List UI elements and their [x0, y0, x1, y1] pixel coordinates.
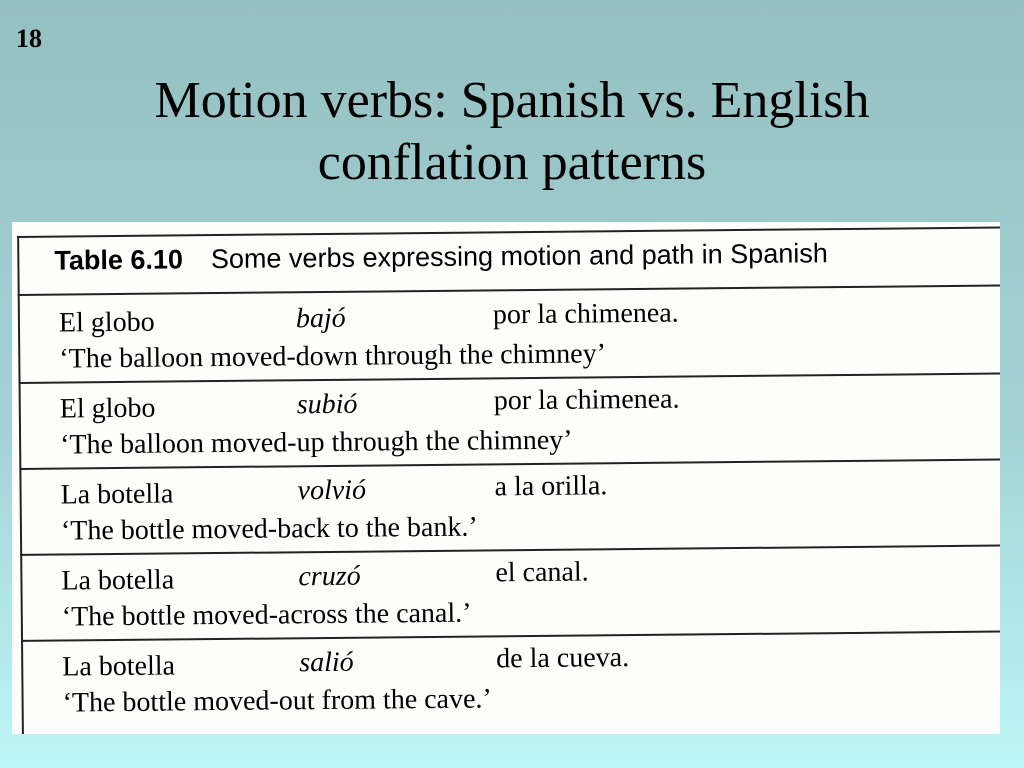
row-subject: La botella — [61, 564, 175, 597]
slide-number: 18 — [16, 24, 42, 53]
row-path: a la orilla. — [494, 470, 608, 503]
row-verb: volvió — [297, 474, 367, 507]
row-path: el canal. — [495, 556, 589, 589]
row-subject: La botella — [60, 478, 174, 511]
row-gloss: ‘The bottle moved-out from the cave.’ — [62, 683, 492, 719]
row-verb: salió — [299, 646, 354, 679]
row-subject: El globo — [58, 306, 155, 339]
row-subject: El globo — [59, 392, 156, 425]
slide-title-line-1: Motion verbs: Spanish vs. English — [154, 72, 870, 129]
table-row — [16, 640, 1000, 734]
scanned-table-image — [12, 222, 1000, 734]
slide-title — [0, 70, 1024, 194]
row-gloss: ‘The bottle moved-across the canal.’ — [61, 597, 472, 633]
table-caption-text: Some verbs expressing motion and path in Spanish — [210, 238, 828, 275]
table-label: Table 6.10 — [54, 244, 184, 276]
row-subject: La botella — [62, 650, 176, 683]
row-verb: bajó — [295, 302, 346, 335]
row-gloss: ‘The balloon moved-down through the chimney’ — [59, 338, 607, 375]
row-verb: cruzó — [298, 560, 361, 593]
table-top-rule — [17, 226, 1000, 238]
row-path: por la chimenea. — [493, 383, 680, 417]
scanned-table — [12, 222, 1000, 734]
slide-title-line-2: conflation patterns — [317, 134, 707, 191]
table-header-rule — [18, 284, 1000, 296]
table-caption — [54, 238, 828, 276]
row-path: de la cueva. — [496, 642, 630, 675]
row-gloss: ‘The bottle moved-back to the bank.’ — [60, 511, 478, 547]
row-verb: subió — [296, 388, 358, 421]
row-path: por la chimenea. — [492, 297, 679, 331]
row-gloss: ‘The balloon moved-up through the chimney’ — [59, 424, 573, 461]
